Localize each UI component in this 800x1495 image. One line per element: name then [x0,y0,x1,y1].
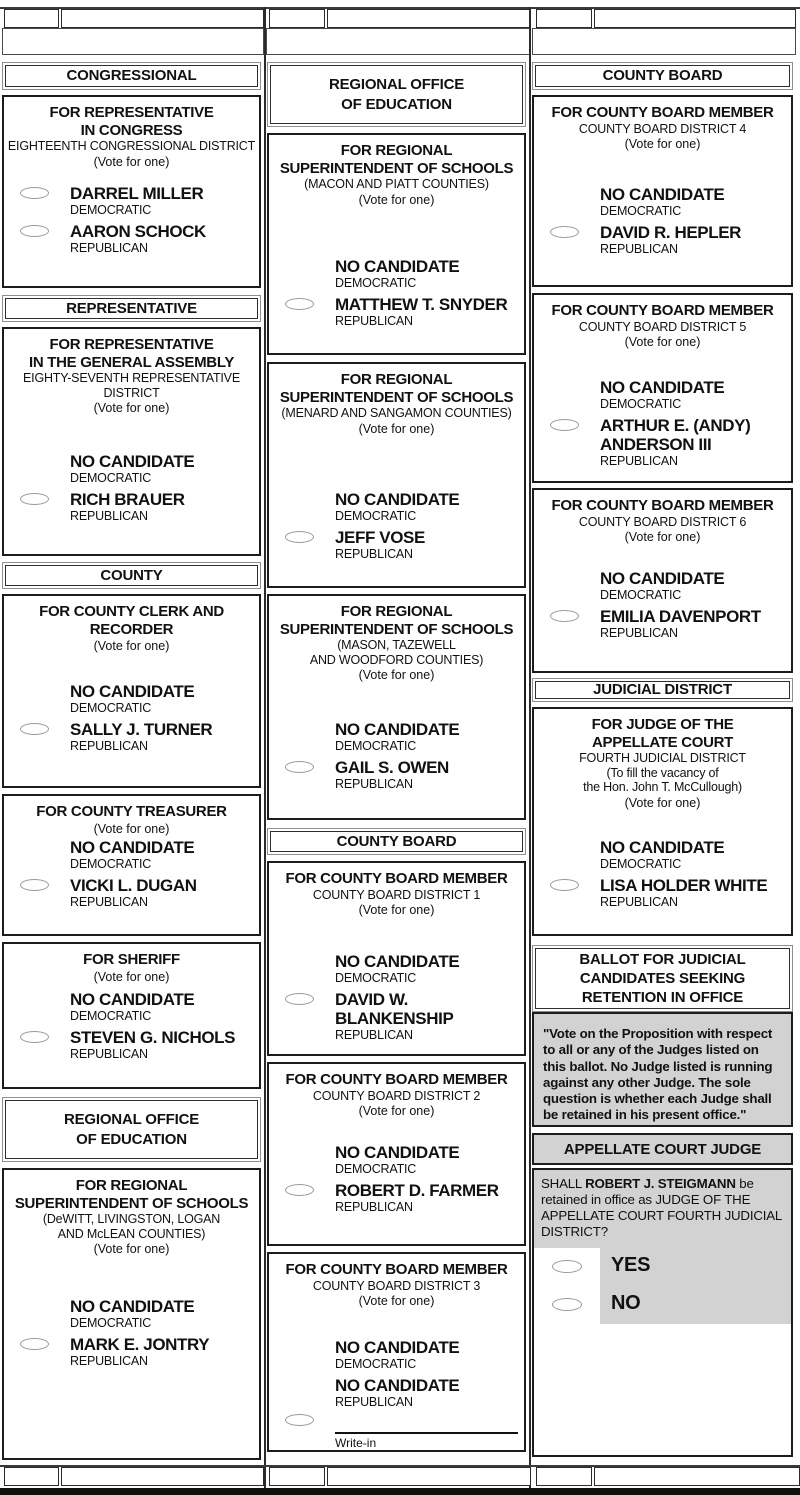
write-in-label: Write-in [335,1436,377,1450]
candidate-party: DEMOCRATIC [335,1357,417,1371]
timing-mark-box [594,9,796,28]
banner-label: RETENTION IN OFFICE [581,989,744,1006]
banner-label: COUNTY [100,566,163,584]
vote-instruction: (Vote for one) [624,137,701,151]
contest-title: SUPERINTENDENT OF SCHOOLS [279,620,514,638]
timing-mark-box [594,1467,800,1486]
vote-instruction: (Vote for one) [358,668,435,682]
contest-title: FOR SHERIFF [83,951,180,968]
contest-title: IN CONGRESS [80,121,183,139]
candidate-name: ROBERT D. FARMER [335,1181,499,1200]
banner-label: JUDICIAL DISTRICT [593,681,732,698]
candidate-party: REPUBLICAN [70,1047,148,1061]
banner-label: CONGRESSIONAL [66,67,197,84]
header-row-box [532,28,796,55]
contest-title: FOR REGIONAL [75,1177,188,1194]
vote-instruction: (Vote for one) [93,154,170,169]
vote-instruction: (Vote for one) [93,639,170,653]
timing-mark-box [4,1467,59,1486]
candidate-row [269,952,524,985]
write-in-line[interactable] [335,1432,518,1434]
timing-mark-box [61,9,264,28]
candidate-party: DEMOCRATIC [70,471,152,485]
candidate-row [4,452,259,485]
contest-title: FOR COUNTY BOARD MEMBER [285,1261,508,1278]
candidate-party: REPUBLICAN [70,739,148,753]
candidate-name: DAVID R. HEPLER [600,223,742,242]
vote-instruction: (Vote for one) [358,1294,435,1308]
candidate-name: JEFF VOSE [335,528,425,547]
candidate-party: DEMOCRATIC [600,588,682,602]
candidate-party: REPUBLICAN [335,1395,413,1409]
candidate-name: GAIL S. OWEN [335,758,449,777]
candidate-party: DEMOCRATIC [70,1316,152,1330]
contest-county-board-district-3 [267,1252,526,1452]
section-banner-county-board [267,828,526,855]
vote-instruction: (Vote for one) [624,335,701,349]
candidate-party: REPUBLICAN [70,241,148,255]
candidate-party: DEMOCRATIC [70,203,152,217]
candidate-party: REPUBLICAN [600,895,678,909]
header-row-box [266,28,530,55]
contest-district: COUNTY BOARD DISTRICT 6 [578,514,747,529]
candidate-party: REPUBLICAN [70,895,148,909]
vote-oval[interactable] [285,1184,314,1196]
retention-instructions [532,1012,793,1127]
candidate-row [4,990,259,1023]
contest-title: FOR COUNTY BOARD MEMBER [551,497,774,514]
candidate-row [534,569,791,602]
section-banner-representative [2,295,261,322]
contest-representative-in-congress [2,95,261,288]
candidate-row [4,682,259,715]
section-banner-regional-office [267,62,526,127]
candidate-party: DEMOCRATIC [600,857,682,871]
banner-label: COUNTY BOARD [336,832,457,850]
vote-instruction: (Vote for one) [93,821,170,836]
column-divider [264,7,266,1488]
timing-mark-box [269,9,325,28]
candidate-party: DEMOCRATIC [335,971,417,985]
candidate-name: DAVID W. BLANKENSHIP [335,990,454,1028]
vote-oval[interactable] [285,298,314,310]
banner-label: BALLOT FOR JUDICIAL [579,951,746,968]
contest-county-board-district-6 [532,488,793,673]
judge-name: ROBERT J. STEIGMANN [585,1176,736,1191]
candidate-name: ARTHUR E. (ANDY) [600,416,751,435]
candidate-party: REPUBLICAN [600,626,678,640]
candidate-row [269,720,524,753]
candidate-name: LISA HOLDER WHITE [600,876,768,895]
timing-mark-box [536,1467,592,1486]
candidate-name: NO CANDIDATE [70,1297,195,1316]
contest-sheriff [2,942,261,1089]
subheader-label: APPELLATE COURT JUDGE [563,1140,762,1158]
timing-mark-box [536,9,592,28]
vote-instruction: (Vote for one) [358,192,435,207]
retention-question-text [541,1176,785,1240]
contest-district: EIGHTEENTH CONGRESSIONAL DISTRICT [7,139,256,153]
candidate-name: AARON SCHOCK [70,222,206,241]
candidate-name: STEVEN G. NICHOLS [70,1028,236,1047]
contest-state-representative [2,327,261,556]
banner-label: CANDIDATES SEEKING [579,970,746,987]
candidate-name: ANDERSON III [600,435,712,454]
contest-title: FOR COUNTY TREASURER [36,803,227,820]
candidate-row [269,1181,524,1214]
contest-title: SUPERINTENDENT OF SCHOOLS [14,1194,249,1212]
vote-oval[interactable] [552,1298,582,1311]
contest-district: AND McLEAN COUNTIES) [57,1226,206,1241]
vote-oval[interactable] [285,531,314,543]
candidate-name: MATTHEW T. SNYDER [335,295,508,314]
vote-instruction: (Vote for one) [358,903,435,917]
candidate-row [269,758,524,791]
contest-title: FOR REGIONAL [340,142,453,159]
candidate-party: REPUBLICAN [335,777,413,791]
contest-title: FOR COUNTY BOARD MEMBER [285,1071,508,1088]
vote-oval[interactable] [550,419,579,431]
contest-title: SUPERINTENDENT OF SCHOOLS [279,159,514,177]
candidate-row [4,222,259,255]
contest-regional-superintendent-mason-tazewell-woodford [267,594,526,820]
candidate-name: NO CANDIDATE [70,990,195,1009]
candidate-row [269,1376,524,1409]
vote-instruction: (Vote for one) [93,1242,170,1256]
candidate-name: NO CANDIDATE [70,682,195,701]
banner-label: COUNTY BOARD [602,67,723,84]
candidate-row [269,990,524,1042]
question-suffix: be retained in office as JUDGE OF THE APPELLATE COURT FOURTH JUDICIAL DISTRICT? [541,1176,782,1239]
contest-district: DISTRICT [103,385,160,400]
contest-district: (MENARD AND SANGAMON COUNTIES) [281,406,512,420]
candidate-name: RICH BRAUER [70,490,185,509]
contest-district: (MACON AND PIATT COUNTIES) [304,177,489,191]
candidate-row [269,1338,524,1371]
contest-county-clerk-recorder [2,594,261,788]
candidate-name: NO CANDIDATE [335,1376,460,1395]
candidate-row [534,378,791,411]
candidate-party: DEMOCRATIC [335,739,417,753]
candidate-row [534,416,791,468]
contest-district: (To fill the vacancy of [606,765,719,780]
contest-county-board-district-4 [532,95,793,287]
retention-instructions-text: "Vote on the Proposition with respect to all or any of the Judges listed on this ballot. No Judge listed is running against any other Judge. The sole question is whether each Judge shall be retained in his present office." [543,1026,773,1123]
candidate-row [269,295,524,328]
contest-title: FOR COUNTY CLERK AND [39,603,224,620]
contest-district: COUNTY BOARD DISTRICT 5 [578,319,747,334]
candidate-name: NO CANDIDATE [70,838,195,857]
contest-county-treasurer [2,794,261,936]
vote-oval[interactable] [552,1260,582,1273]
candidate-name: NO CANDIDATE [335,952,460,971]
candidate-row [534,607,791,640]
contest-title: FOR COUNTY BOARD MEMBER [551,302,774,319]
timing-mark-box [327,9,531,28]
bottom-black-bar [0,1488,800,1495]
timing-mark-box [4,9,59,28]
candidate-party: REPUBLICAN [70,509,148,523]
vote-instruction: (Vote for one) [624,795,701,810]
candidate-name: SALLY J. TURNER [70,720,213,739]
vote-instruction: (Vote for one) [93,401,170,415]
vote-instruction: (Vote for one) [624,530,701,544]
section-banner-county-board [532,62,793,90]
candidate-row [4,1028,259,1061]
contest-title: FOR REPRESENTATIVE [49,104,214,121]
candidate-name: NO CANDIDATE [335,1338,460,1357]
candidate-row [269,528,524,561]
candidate-row [4,490,259,523]
contest-title: FOR COUNTY BOARD MEMBER [285,870,508,887]
candidate-party: DEMOCRATIC [600,204,682,218]
timing-mark-box [61,1467,264,1486]
contest-title: RECORDER [89,620,174,638]
banner-label: REGIONAL OFFICE [328,75,465,93]
candidate-row [534,876,791,909]
banner-label: REGIONAL OFFICE [63,1110,200,1128]
vote-oval[interactable] [20,187,49,199]
contest-title: APPELLATE COURT [591,733,734,751]
contest-district: COUNTY BOARD DISTRICT 4 [578,121,747,136]
candidate-party: DEMOCRATIC [335,276,417,290]
contest-regional-superintendent-macon-piatt [267,133,526,355]
banner-label: OF EDUCATION [341,95,452,113]
candidate-name: NO CANDIDATE [70,452,195,471]
contest-title: FOR JUDGE OF THE [591,716,734,733]
candidate-row [4,720,259,753]
candidate-party: DEMOCRATIC [70,857,152,871]
candidate-party: REPUBLICAN [335,1028,413,1042]
vote-oval[interactable] [285,1414,314,1426]
section-banner-congressional [2,62,261,90]
candidate-party: REPUBLICAN [335,1200,413,1214]
vote-oval[interactable] [20,493,49,505]
contest-regional-superintendent-menard-sangamon [267,362,526,588]
contest-title: FOR REGIONAL [340,603,453,620]
candidate-row [4,838,259,871]
vote-oval[interactable] [20,225,49,237]
contest-district: EIGHTY-SEVENTH REPRESENTATIVE [23,371,240,385]
candidate-name: NO CANDIDATE [335,257,460,276]
candidate-row [534,185,791,218]
vote-oval[interactable] [20,1031,49,1043]
candidate-name: NO CANDIDATE [600,378,725,397]
contest-district: (DeWITT, LIVINGSTON, LOGAN [42,1212,221,1226]
candidate-name: VICKI L. DUGAN [70,876,197,895]
retention-option-yes: YES [611,1254,651,1276]
question-prefix: SHALL [541,1176,586,1191]
candidate-party: DEMOCRATIC [335,1162,417,1176]
candidate-name: NO CANDIDATE [600,185,725,204]
candidate-name: NO CANDIDATE [335,490,460,509]
section-banner-county [2,562,261,589]
candidate-party: REPUBLICAN [70,1354,148,1368]
candidate-party: REPUBLICAN [600,242,678,256]
candidate-row [534,223,791,256]
contest-title: IN THE GENERAL ASSEMBLY [28,353,235,371]
candidate-name: EMILIA DAVENPORT [600,607,761,626]
vote-oval[interactable] [285,761,314,773]
candidate-party: DEMOCRATIC [335,509,417,523]
section-banner-judicial-district [532,678,793,702]
contest-district: COUNTY BOARD DISTRICT 1 [312,887,481,902]
timing-mark-box [269,1467,325,1486]
candidate-party: DEMOCRATIC [70,701,152,715]
banner-label: REPRESENTATIVE [66,299,197,317]
candidate-row [4,184,259,217]
contest-county-board-district-2 [267,1062,526,1246]
candidate-party: DEMOCRATIC [600,397,682,411]
vote-oval[interactable] [550,610,579,622]
contest-district: COUNTY BOARD DISTRICT 2 [312,1088,481,1103]
candidate-name: MARK E. JONTRY [70,1335,210,1354]
retention-option-no: NO [611,1292,641,1314]
vote-oval[interactable] [550,226,579,238]
banner-label: OF EDUCATION [76,1130,187,1148]
timing-mark-box [327,1467,531,1486]
vote-oval[interactable] [285,993,314,1005]
contest-county-board-district-1 [267,861,526,1056]
candidate-row [4,1297,259,1330]
candidate-row [269,257,524,290]
contest-title: FOR REPRESENTATIVE [49,336,214,353]
vote-oval[interactable] [20,879,49,891]
header-row-box [2,28,264,55]
retention-subheader-appellate-court-judge [532,1133,793,1165]
candidate-name: NO CANDIDATE [335,720,460,739]
section-banner-judicial-retention [532,945,793,1012]
contest-district: FOURTH JUDICIAL DISTRICT [579,751,746,765]
vote-oval[interactable] [20,1338,49,1350]
contest-district: (MASON, TAZEWELL [337,638,456,652]
candidate-row [534,838,791,871]
contest-appellate-court-judge-vacancy [532,707,793,936]
contest-title: FOR REGIONAL [340,371,453,388]
vote-instruction: (Vote for one) [358,1104,435,1118]
vote-instruction: (Vote for one) [93,969,170,984]
section-banner-regional-office [2,1097,261,1162]
contest-district: the Hon. John T. McCullough) [583,780,742,794]
candidate-name: NO CANDIDATE [335,1143,460,1162]
candidate-row [269,1143,524,1176]
candidate-party: REPUBLICAN [335,314,413,328]
contest-title: FOR COUNTY BOARD MEMBER [551,104,774,121]
vote-oval[interactable] [20,723,49,735]
contest-district: COUNTY BOARD DISTRICT 3 [312,1278,481,1293]
candidate-name: NO CANDIDATE [600,838,725,857]
candidate-name: DARREL MILLER [70,184,204,203]
candidate-row [4,1335,259,1368]
candidate-row [4,876,259,909]
retention-question-steigmann [532,1168,793,1457]
contest-title: SUPERINTENDENT OF SCHOOLS [279,388,514,406]
vote-oval[interactable] [550,879,579,891]
column-divider [529,7,531,1488]
contest-regional-superintendent-dewitt [2,1168,261,1460]
contest-county-board-district-5 [532,293,793,483]
candidate-row [269,490,524,523]
candidate-party: REPUBLICAN [600,454,678,468]
candidate-name: NO CANDIDATE [600,569,725,588]
candidate-party: DEMOCRATIC [70,1009,152,1023]
vote-instruction: (Vote for one) [358,421,435,436]
candidate-party: REPUBLICAN [335,547,413,561]
contest-district: AND WOODFORD COUNTIES) [309,652,484,667]
